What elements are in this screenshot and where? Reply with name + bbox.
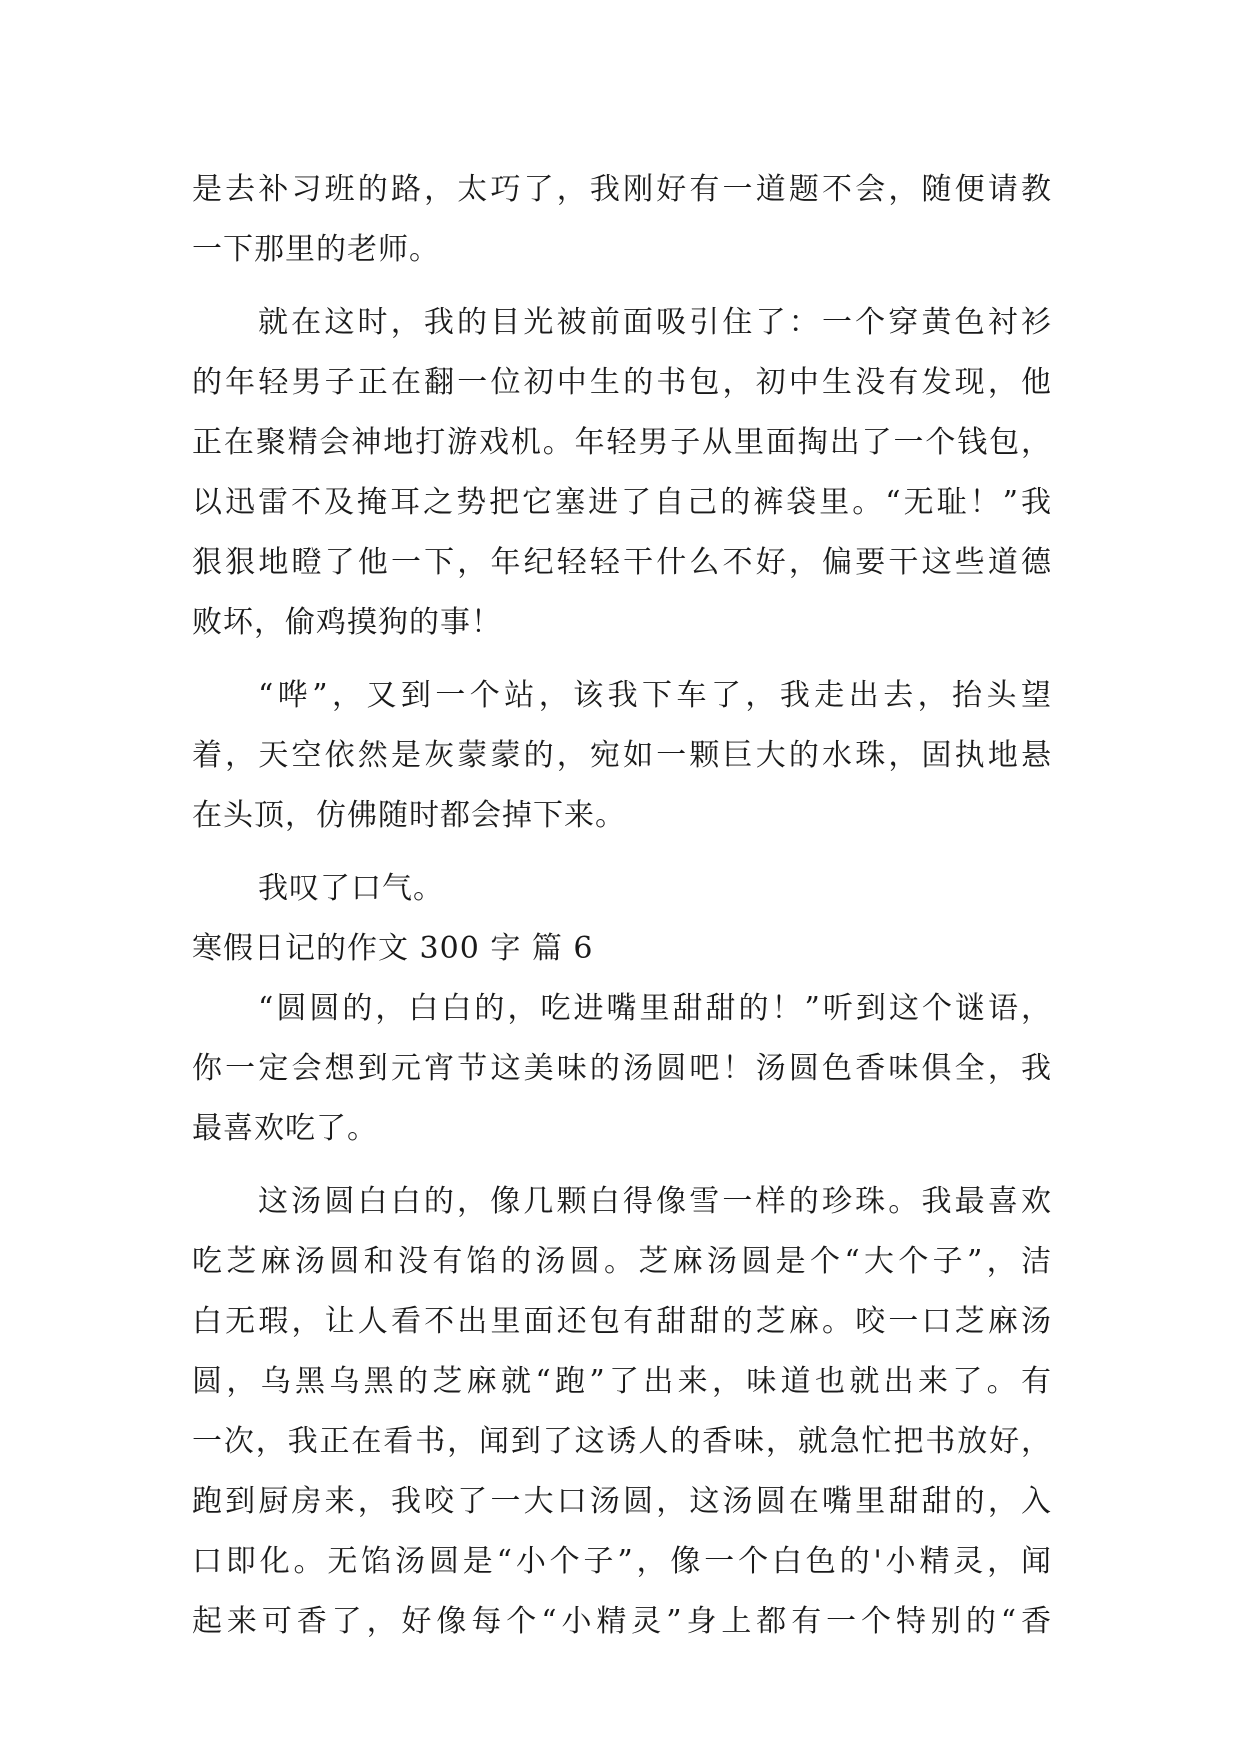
text-line: 跑到厨房来，我咬了一大口汤圆，这汤圆在嘴里甜甜的，入 — [192, 1484, 1052, 1519]
text-line: 正在聚精会神地打游戏机。年轻男子从里面掏出了一个钱包， — [192, 425, 1052, 460]
text-line: 白无瑕，让人看不出里面还包有甜甜的芝麻。咬一口芝麻汤 — [192, 1304, 1052, 1339]
text-line: 以迅雷不及掩耳之势把它塞进了自己的裤袋里。“无耻！”我 — [192, 485, 1052, 520]
paragraph-6 — [192, 1172, 1052, 1652]
paragraph-3 — [192, 666, 1052, 846]
paragraph-4 — [192, 859, 1052, 919]
text-line: 在头顶，仿佛随时都会掉下来。 — [192, 798, 626, 833]
text-line: 就在这时，我的目光被前面吸引住了：一个穿黄色衬衫 — [258, 305, 1052, 340]
text-line: “圆圆的，白白的，吃进嘴里甜甜的！”听到这个谜语， — [258, 991, 1052, 1026]
section-heading: 寒假日记的作文 300 字 篇 6 — [192, 931, 594, 966]
text-line: 起来可香了，好像每个“小精灵”身上都有一个特别的“香 — [192, 1604, 1052, 1639]
text-line: 败坏，偷鸡摸狗的事！ — [192, 605, 502, 640]
text-line: 狠狠地瞪了他一下，年纪轻轻干什么不好，偏要干这些道德 — [192, 545, 1052, 580]
paragraph-5 — [192, 979, 1052, 1159]
text-line: 一次，我正在看书，闻到了这诱人的香味，就急忙把书放好， — [192, 1424, 1052, 1459]
text-line: 最喜欢吃了。 — [192, 1111, 378, 1146]
text-line: 这汤圆白白的，像几颗白得像雪一样的珍珠。我最喜欢 — [258, 1184, 1052, 1219]
document-body — [192, 160, 1052, 1665]
text-line: 你一定会想到元宵节这美味的汤圆吧！汤圆色香味俱全，我 — [192, 1051, 1052, 1086]
text-line: 的年轻男子正在翻一位初中生的书包，初中生没有发现，他 — [192, 365, 1052, 400]
text-line: 口即化。无馅汤圆是“小个子”，像一个白色的'小精灵，闻 — [192, 1544, 1052, 1579]
text-line: 圆，乌黑乌黑的芝麻就“跑”了出来，味道也就出来了。有 — [192, 1364, 1052, 1399]
text-line: 一下那里的老师。 — [192, 232, 440, 267]
text-line: 着，天空依然是灰蒙蒙的，宛如一颗巨大的水珠，固执地悬 — [192, 738, 1052, 773]
text-line: 吃芝麻汤圆和没有馅的汤圆。芝麻汤圆是个“大个子”，洁 — [192, 1244, 1052, 1279]
text-line: 是去补习班的路，太巧了，我刚好有一道题不会，随便请教 — [192, 172, 1052, 207]
text-line: “哗”，又到一个站，该我下车了，我走出去，抬头望 — [258, 678, 1052, 713]
paragraph-1 — [192, 160, 1052, 280]
text-line: 我叹了口气。 — [258, 871, 444, 906]
paragraph-2 — [192, 293, 1052, 653]
